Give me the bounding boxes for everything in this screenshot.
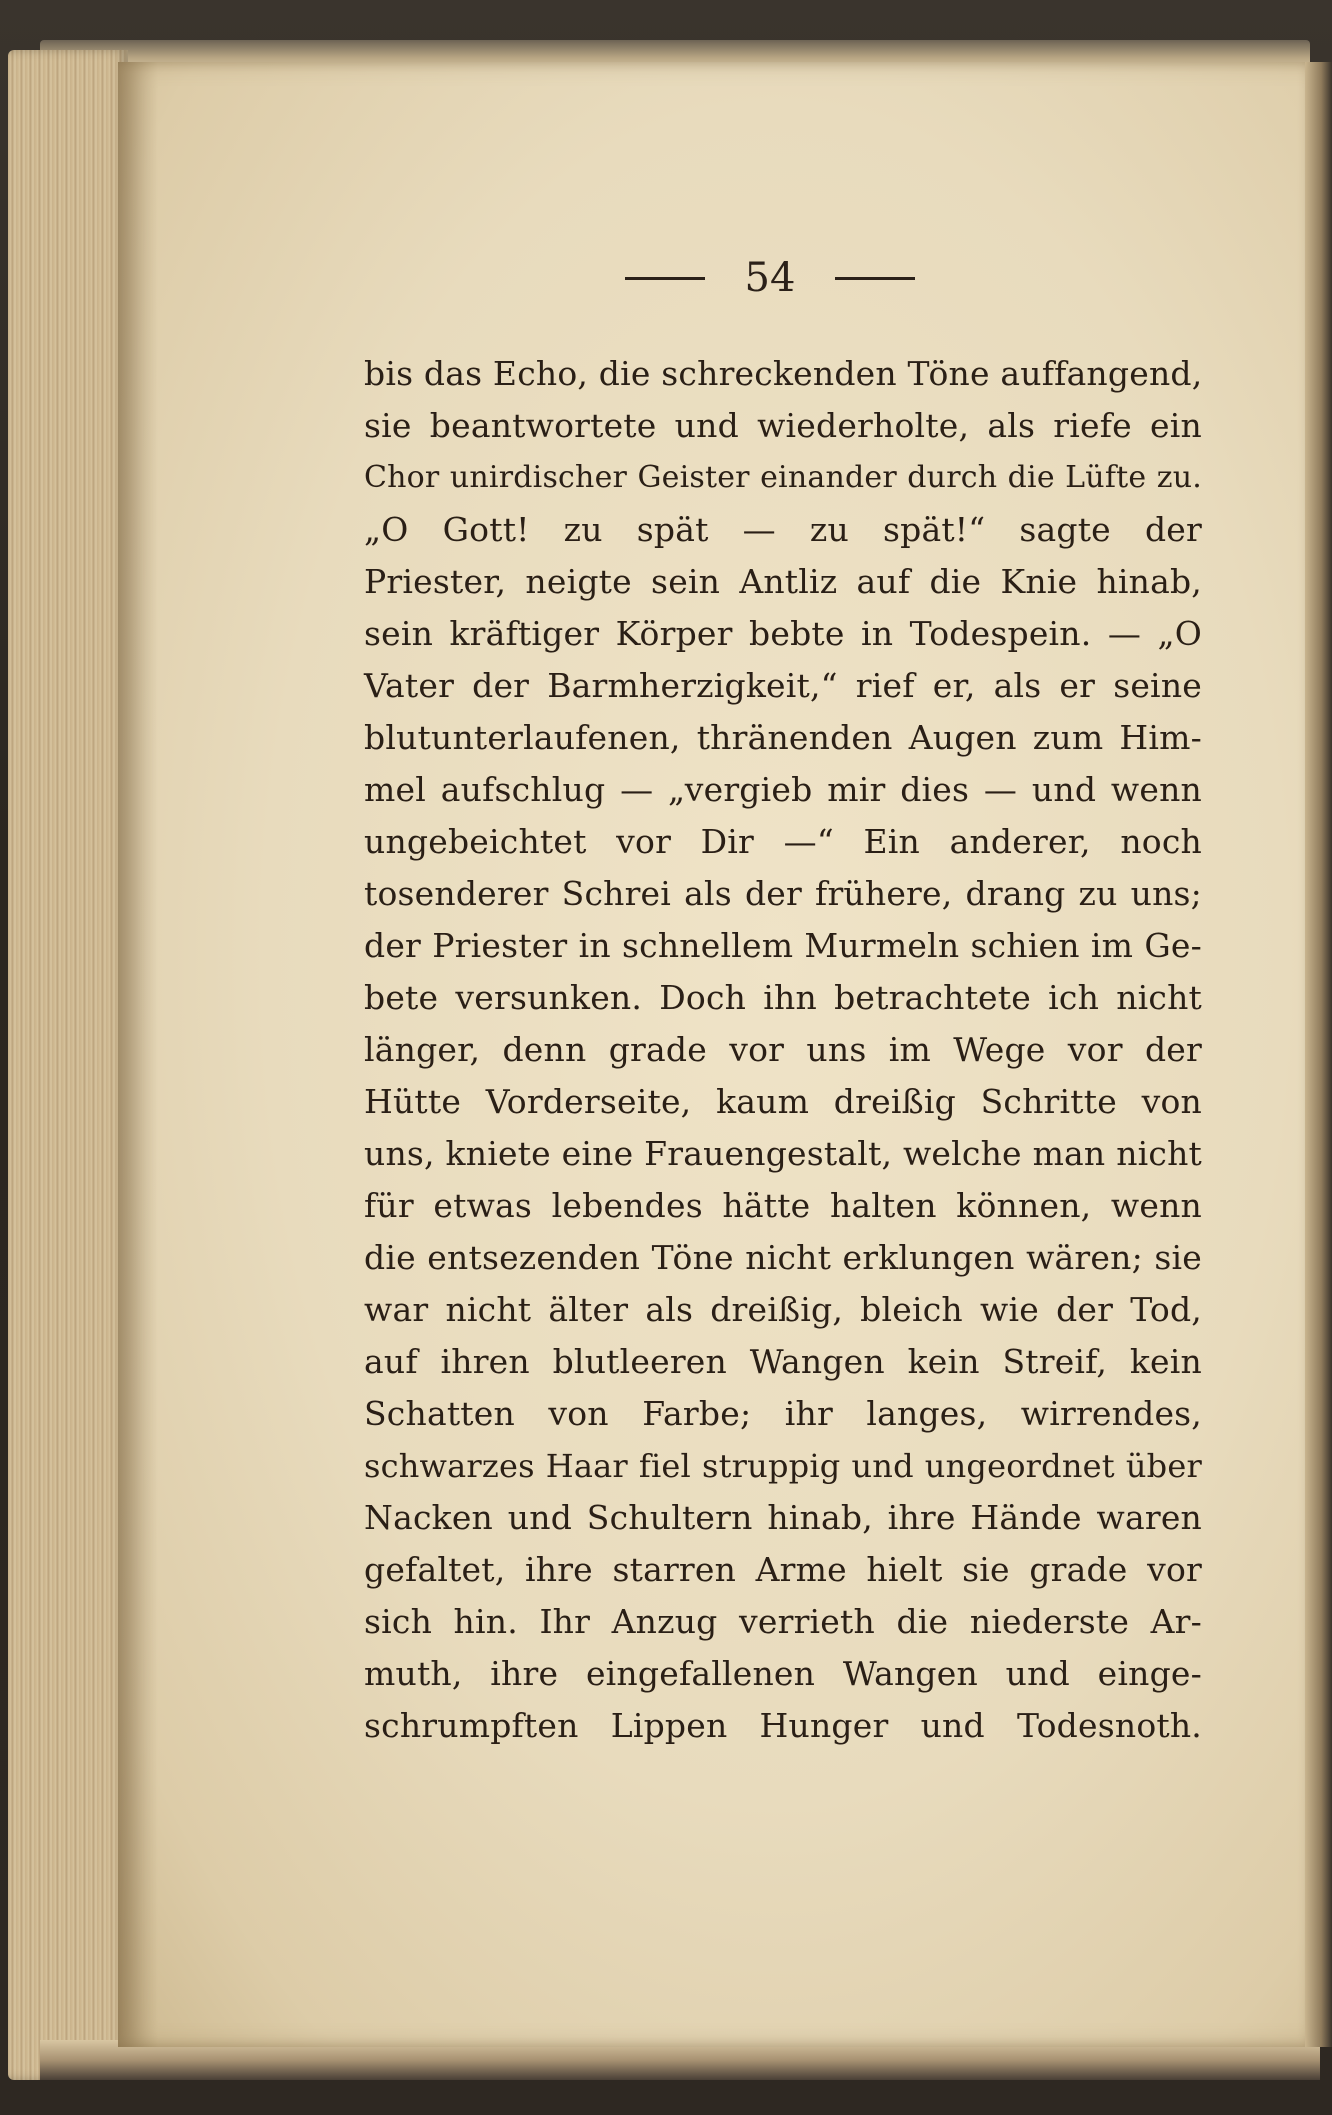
- text-line: ungebeichtet vor Dir —“ Ein anderer, noch: [364, 822, 1202, 861]
- text-line: blutunterlaufenen, thränenden Augen zum Him-: [364, 718, 1202, 757]
- text-line: Priester, neigte sein Antliz auf die Knie hinab,: [364, 562, 1202, 601]
- text-line: länger, denn grade vor uns im Wege vor der: [364, 1030, 1202, 1069]
- page-header: [560, 248, 980, 308]
- body-text: [364, 348, 1202, 1752]
- text-line: tosenderer Schrei als der frühere, drang zu uns;: [364, 874, 1202, 913]
- text-line: sich hin. Ihr Anzug verrieth die niederste Ar-: [364, 1602, 1202, 1641]
- text-line: auf ihren blutleeren Wangen kein Streif, kein: [364, 1342, 1202, 1381]
- text-line: war nicht älter als dreißig, bleich wie der Tod,: [364, 1290, 1202, 1329]
- text-line: uns, kniete eine Frauengestalt, welche man nicht: [364, 1134, 1202, 1173]
- text-line: Hütte Vorderseite, kaum dreißig Schritte von: [364, 1082, 1202, 1121]
- text-line: gefaltet, ihre starren Arme hielt sie grade vor: [364, 1550, 1202, 1589]
- text-line: der Priester in schnellem Murmeln schien im Ge-: [364, 926, 1202, 965]
- text-line: schrumpften Lippen Hunger und Todesnoth.: [364, 1706, 1202, 1745]
- text-line: schwarzes Haar fiel struppig und ungeordnet über: [364, 1447, 1202, 1485]
- text-line: die entsezenden Töne nicht erklungen wären; sie: [364, 1238, 1202, 1277]
- page-stack-left-edges: [8, 50, 128, 2080]
- text-line: mel aufschlug — „vergieb mir dies — und wenn: [364, 770, 1202, 809]
- text-line: sein kräftiger Körper bebte in Todespein. — „O: [364, 614, 1202, 653]
- text-line: sie beantwortete und wiederholte, als riefe ein: [364, 406, 1202, 445]
- text-line: bete versunken. Doch ihn betrachtete ich nicht: [364, 978, 1202, 1017]
- page-right-edge: [1305, 62, 1332, 2047]
- page-number: 54: [744, 255, 796, 301]
- text-line: Chor unirdischer Geister einander durch die Lüfte zu.: [364, 460, 1202, 495]
- spine-shadow: [118, 62, 158, 2047]
- text-line: für etwas lebendes hätte halten können, wenn: [364, 1186, 1202, 1225]
- header-dash-left: [625, 277, 705, 280]
- text-line: Vater der Barmherzigkeit,“ rief er, als er seine: [364, 666, 1202, 705]
- text-line: „O Gott! zu spät — zu spät!“ sagte der: [364, 510, 1202, 549]
- text-line: muth, ihre eingefallenen Wangen und einge-: [364, 1654, 1202, 1693]
- header-dash-right: [835, 277, 915, 280]
- text-line: bis das Echo, die schreckenden Töne auffangend,: [364, 354, 1203, 393]
- text-line: Nacken und Schultern hinab, ihre Hände waren: [364, 1498, 1202, 1537]
- text-line: Schatten von Farbe; ihr langes, wirrendes,: [364, 1394, 1202, 1433]
